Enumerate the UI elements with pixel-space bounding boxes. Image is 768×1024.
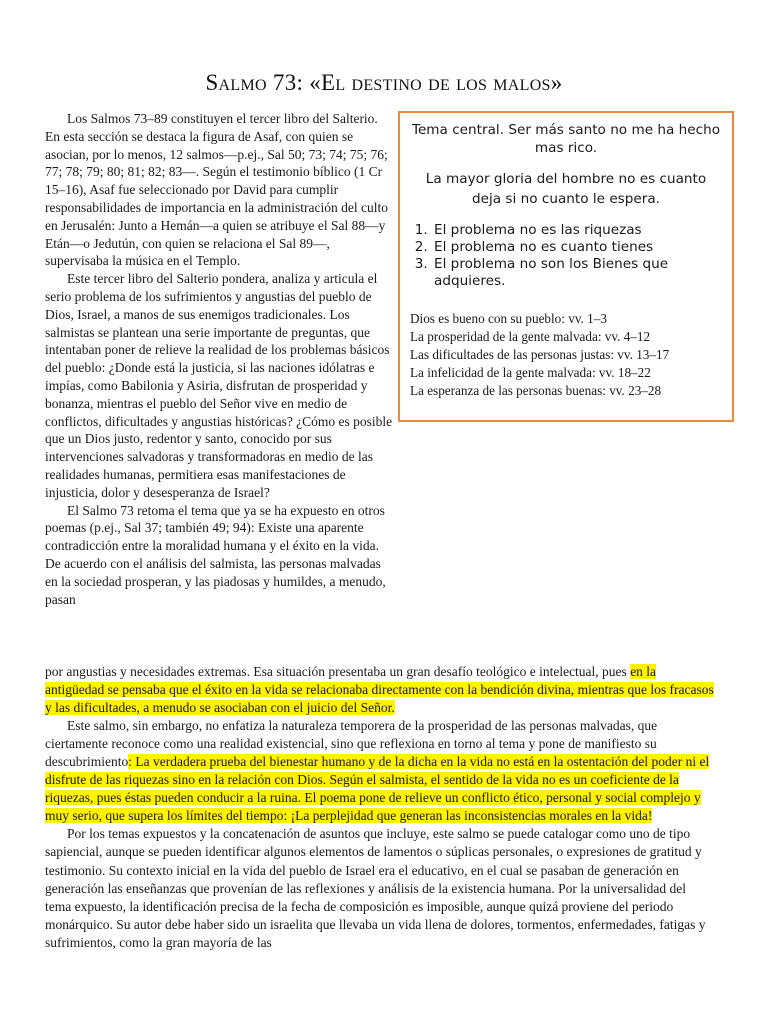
body-text-plain: Este salmo, sin embargo, no enfatiza la naturaleza temporera de la prosperidad de las personas malvadas, que ciertamente reconoce como una realidad existencial, sino que reflexiona en torno al tema y pone de manifiesto su descubrimiento (45, 718, 658, 770)
outline-item: La infelicidad de la gente malvada: vv. 18–22 (410, 365, 651, 380)
glory-quote: La mayor gloria del hombre no es cuanto deja si no cuanto le espera. (425, 171, 707, 207)
page-title: Salmo 73: «El destino de los malos» (205, 70, 563, 95)
outline-item: La prosperidad de la gente malvada: vv. 4–12 (410, 329, 651, 344)
highlighted-text: en la antigüedad se pensaba que el éxito en la vida se relacionaba directamente con la bendición divina, mientras que los fracasos y las dificultades, a menudo se asociaban con el juicio del Señor. (45, 664, 714, 716)
body-paragraph-continuation (45, 663, 715, 717)
intro-paragraph-psalm73: El Salmo 73 retoma el tema que ya se ha expuesto en otros poemas (p.ej., Sal 37; también 49; 94): Existe una aparente contradicción entre la moralidad humana y el éxito en la vida. De acuerdo con el análisis del salmista, las personas malvadas en la sociedad prosperan, y las piadosas y humildes, a menudo, pasan (45, 502, 386, 607)
psalm-outline (410, 310, 722, 400)
highlighted-text: : La verdadera prueba del bienestar humano y de la dicha en la vida no está en la ostentación del poder ni el disfrute de las riquezas sino en la relación con Dios. Según el salmista, el sentido de la vida no es un coeficiente de la riquezas, pues éstas pueden conducir a la ruina. El poema pone de relieve un conflicto ético, personal y social complejo y muy serio, que supera los límites del tiempo: ¡La perplejidad que generan las inconsistencias morales en la vida! (45, 754, 710, 824)
problem-item: 1. El problema no es las riquezas (432, 222, 722, 239)
outline-item: La esperanza de las personas buenas: vv. 23–28 (410, 383, 662, 398)
body-paragraph-sapiential: Por los temas expuestos y la concatenación de asuntos que incluye, este salmo se puede catalogar como uno de tipo sapiencial, aunque se pueden identificar algunos elementos de lamentos o súplicas personales, o expresiones de gratitud y testimonio. Su contexto inicial en la vida del pueblo de Israel era el educativo, en el cual se pasaban de generación en generación las enseñanzas que provenían de las reflexiones y análisis de la existencia humana. Por la universalidad del tema expuesto, la identificación precisa de la fecha de composición es imposible, aunque quizá proviene del periodo monárquico. Su autor debe haber sido un israelita que llevaba un vida llena de dolores, tormentos, enfermedades, fatigas y sufrimientos, como la gran mayoría de las (45, 826, 706, 950)
intro-paragraph-third-book: Este tercer libro del Salterio pondera, analiza y articula el serio problema de los sufrimientos y angustias del pueblo de Dios, Israel, a manos de sus enemigos tradicionales. Los salmistas se plantean una serie importante de preguntas, que intentaban poner de relieve la realidad de los problemas básicos del pueblo: ¿Donde está la justicia, si las naciones idólatras e impías, como Babilonia y Asiria, disfrutan de prosperidad y bonanza, mientras el pueblo del Señor vive en medio de conflictos, dificultades y angustias históricas? ¿Cómo es posible que un Dios justo, redentor y santo, conocido por sus intervenciones salvadoras y transformadoras en medio de las realidades humanas, permitiera esas manifestaciones de injusticia, dolor y desesperanza de Israel? (45, 271, 393, 500)
central-theme: Tema central. Ser más santo no me ha hecho mas rico. (411, 122, 721, 156)
sidebar-summary-box (398, 111, 734, 422)
problem-item: 3. El problema no son los Bienes que adquieres. (432, 256, 722, 290)
intro-column (45, 110, 393, 608)
problem-item: 2. El problema no es cuanto tienes (432, 239, 722, 256)
outline-item: Las dificultades de las personas justas: vv. 13–17 (410, 347, 670, 362)
outline-item: Dios es bueno con su pueblo: vv. 1–3 (410, 311, 607, 326)
intro-paragraph-asaf: Los Salmos 73–89 constituyen el tercer libro del Salterio. En esta sección se destaca la figura de Asaf, con quien se asocian, por lo menos, 12 salmos—p.ej., Sal 50; 73; 74; 75; 76; 77; 78; 79; 80; 81; 82; 83—. Según el testimonio bíblico (1 Cr 15–16), Asaf fue seleccionado por David para cumplir responsabilidades de importancia en la administración del culto en Jerusalén: Junto a Hemán—a quien se atribuye el Sal 88—y Etán—o Jedutún, con quien se relaciona el Sal 89—, supervisaba la música en el Templo. (45, 111, 389, 269)
body-paragraph-discovery (45, 717, 715, 825)
body-text (45, 663, 715, 952)
body-text-plain: por angustias y necesidades extremas. Esa situación presentaba un gran desafío teológico e intelectual, pues (45, 664, 631, 679)
problems-list (410, 222, 722, 290)
